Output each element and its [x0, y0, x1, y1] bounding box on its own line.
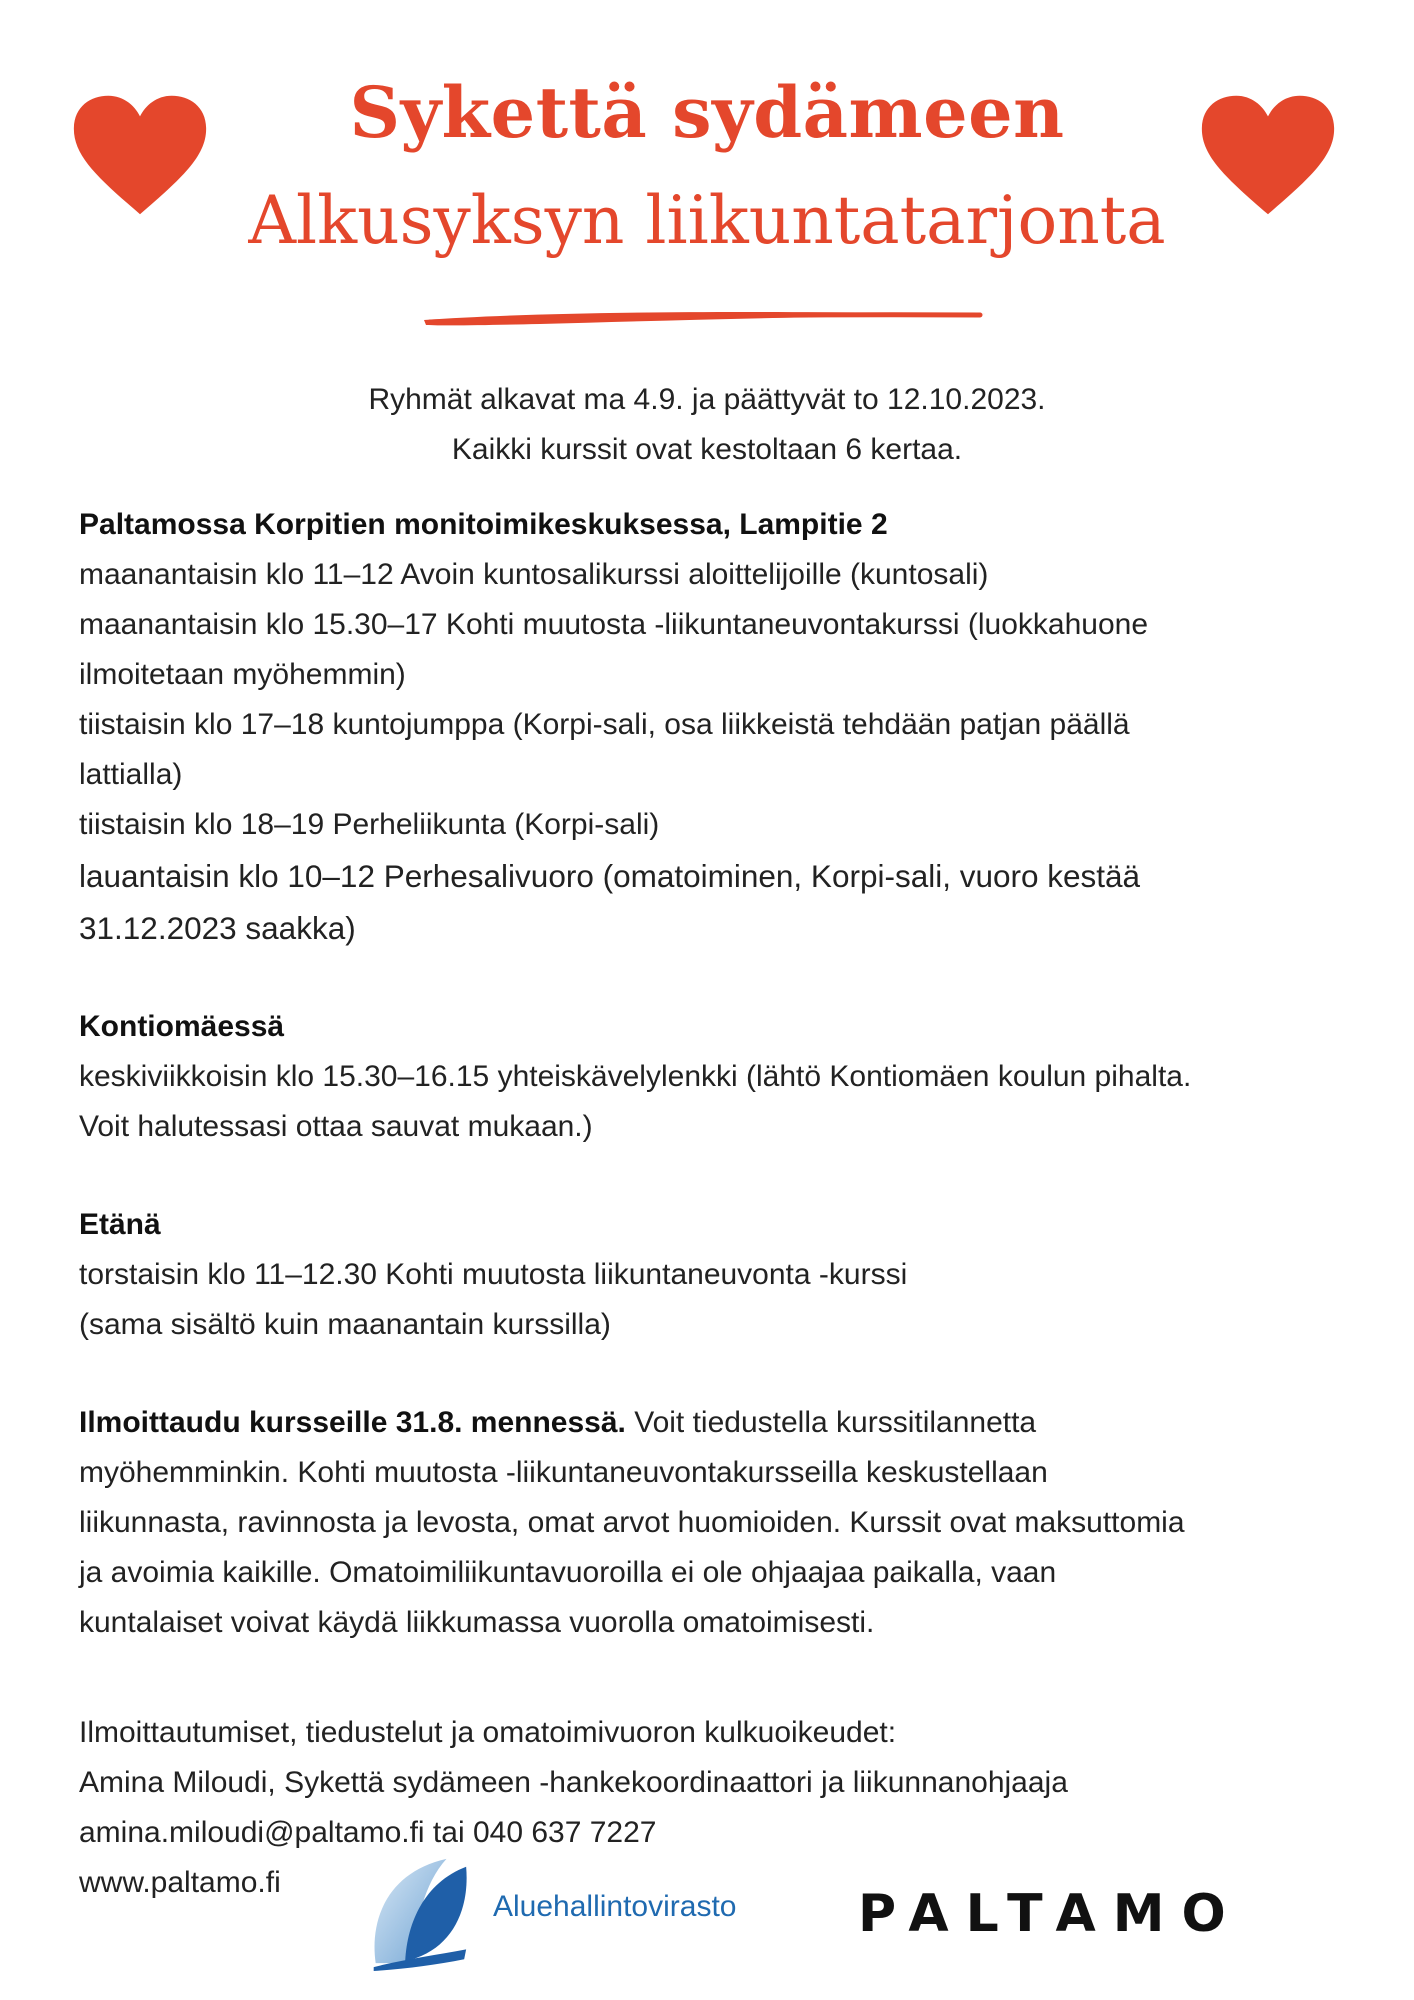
page-subtitle: Alkusyksyn liikuntatarjonta [248, 182, 1166, 259]
section-heading-paltamo: Paltamossa Korpitien monitoimikeskuksessa, Lampitie 2 [79, 508, 888, 541]
brush-underline [420, 306, 990, 330]
website-link[interactable]: www.paltamo.fi [79, 1866, 281, 1899]
registration-deadline: Ilmoittaudu kursseille 31.8. mennessä. [79, 1406, 626, 1439]
paltamo-logo: PALTAMO [858, 1884, 1243, 1944]
registration-line: myöhemminkin. Kohti muutosta -liikuntaneuvontakursseilla keskustellaan [79, 1456, 1048, 1489]
registration-text: Voit tiedustella kurssitilannetta [625, 1406, 1037, 1439]
registration-line: ja avoimia kaikille. Omatoimiliikuntavuoroilla ei ole ohjaajaa paikalla, vaan [79, 1556, 1057, 1589]
schedule-line: lattialla) [79, 758, 183, 791]
intro-line: Ryhmät alkavat ma 4.9. ja päättyvät to 12.10.2023. [368, 383, 1046, 416]
contact-info [79, 1708, 1068, 1908]
schedule-line: 31.12.2023 saakka) [79, 910, 356, 946]
schedule [79, 500, 1379, 1648]
intro [0, 375, 1414, 475]
contact-person: Amina Miloudi, Sykettä sydämeen -hankekoordinaattori ja liikunnanohjaaja [79, 1766, 1068, 1799]
registration-line [79, 1398, 1379, 1448]
section-heading-etana: Etänä [79, 1208, 161, 1241]
schedule-line: torstaisin klo 11–12.30 Kohti muutosta liikuntaneuvonta -kurssi [79, 1258, 908, 1291]
page-title: Sykettä sydämeen [349, 71, 1065, 154]
intro-line: Kaikki kurssit ovat kestoltaan 6 kertaa. [451, 433, 963, 466]
section-heading-kontiomaki: Kontiomäessä [79, 1010, 285, 1043]
schedule-line: (sama sisältö kuin maanantain kurssilla) [79, 1308, 611, 1341]
registration-line: kuntalaiset voivat käydä liikkumassa vuorolla omatoimisesti. [79, 1606, 875, 1639]
schedule-line: tiistaisin klo 17–18 kuntojumppa (Korpi-sali, osa liikkeistä tehdään patjan päällä [79, 708, 1130, 741]
contact-email-phone[interactable]: amina.miloudi@paltamo.fi tai 040 637 7227 [79, 1816, 657, 1849]
schedule-line: tiistaisin klo 18–19 Perheliikunta (Korpi-sali) [79, 808, 660, 841]
schedule-line: lauantaisin klo 10–12 Perhesalivuoro (omatoiminen, Korpi-sali, vuoro kestää [79, 858, 1141, 894]
schedule-line: ilmoitetaan myöhemmin) [79, 658, 406, 691]
schedule-line: maanantaisin klo 11–12 Avoin kuntosalikurssi aloittelijoille (kuntosali) [79, 558, 989, 591]
schedule-line: maanantaisin klo 15.30–17 Kohti muutosta -liikuntaneuvontakurssi (luokkahuone [79, 608, 1148, 641]
contact-line: Ilmoittautumiset, tiedustelut ja omatoimivuoron kulkuoikeudet: [79, 1716, 897, 1749]
avi-logo-text: Aluehallintovirasto [493, 1890, 737, 1923]
schedule-line: keskiviikkoisin klo 15.30–16.15 yhteiskävelylenkki (lähtö Kontiomäen koulun pihalta. [79, 1060, 1192, 1093]
registration-line: liikunnasta, ravinnosta ja levosta, omat arvot huomioiden. Kurssit ovat maksuttomia [79, 1506, 1185, 1539]
schedule-line: Voit halutessasi ottaa sauvat mukaan.) [79, 1110, 593, 1143]
avi-logo-icon [356, 1853, 474, 1971]
